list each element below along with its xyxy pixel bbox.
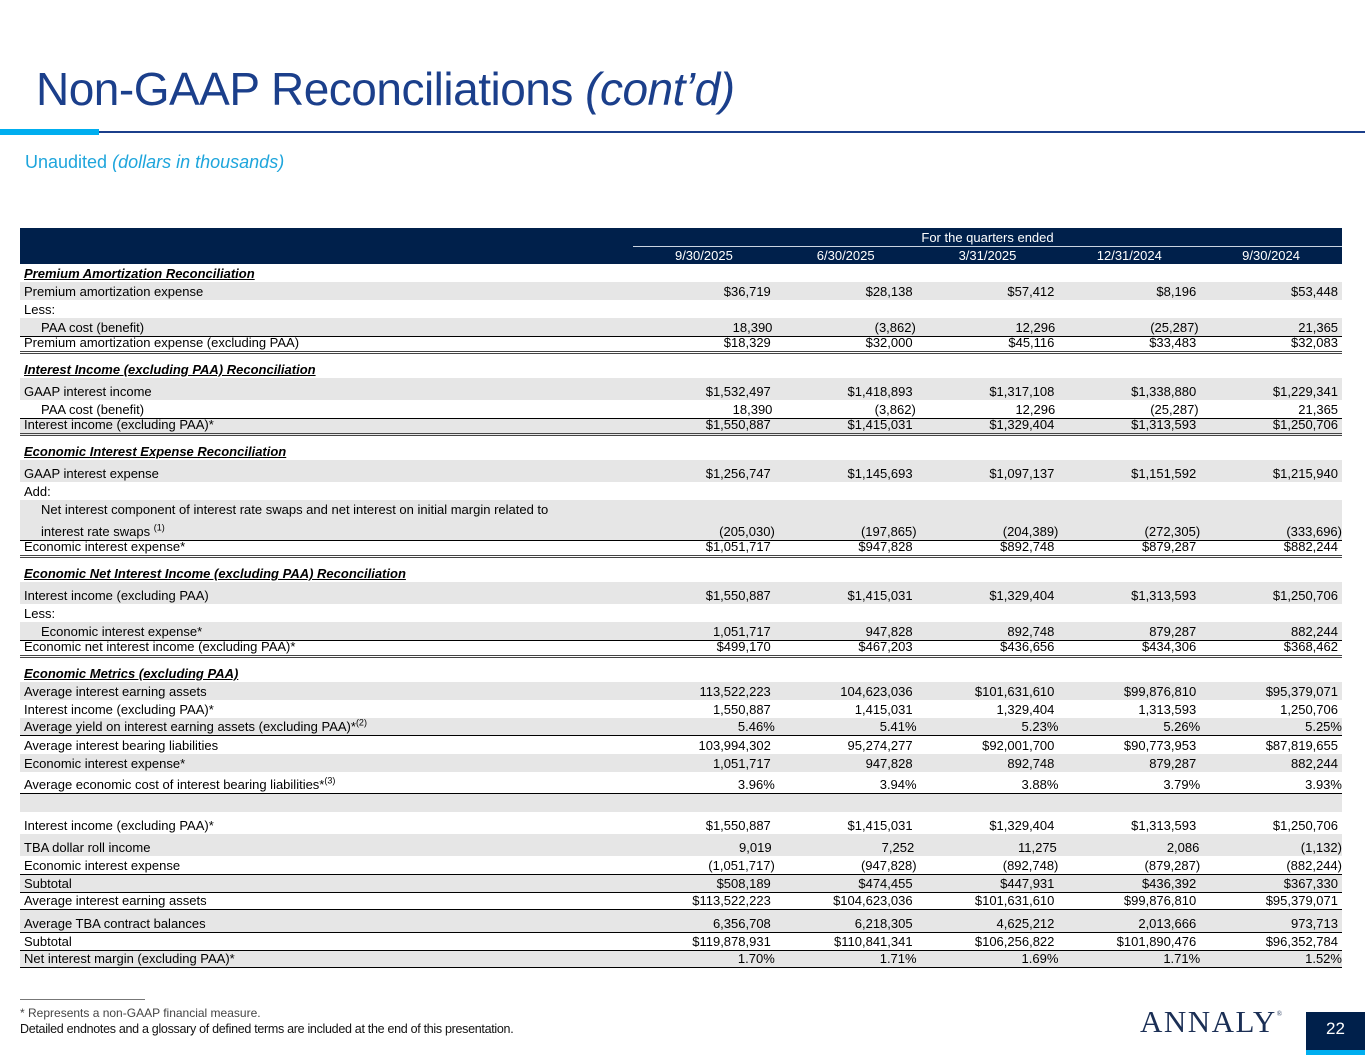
row-label-text: Interest income (excluding PAA)* [24,702,214,717]
cell-value: $1,250,706 [1272,818,1338,833]
footnote-endnotes: Detailed endnotes and a glossary of defined terms are included at the end of this presentation. [20,1022,514,1036]
table-row [20,812,1342,834]
row-label-text: Economic interest expense* [41,624,203,639]
cell-value: $1,313,593 [1131,417,1197,432]
cell-value: (892,748) [1002,858,1059,873]
title-divider [0,131,1365,133]
table-row [20,772,1342,794]
cell-value: $36,719 [723,284,771,299]
cell-value: $1,145,693 [847,466,913,481]
table-row [20,950,1342,968]
column-header: 9/30/2025 [674,248,733,263]
row-values [633,587,1342,604]
row-values [633,638,1342,655]
cell-value: $1,215,940 [1272,466,1338,481]
table-row [20,874,1342,892]
section-title [20,443,633,460]
row-label-text: GAAP interest income [24,384,152,399]
footnote-non-gaap: * Represents a non-GAAP financial measure. [20,1006,261,1020]
cell-value: $1,418,893 [847,384,913,399]
column-header: 12/31/2024 [1096,248,1162,263]
table-row [20,418,1342,436]
row-label-text: Interest Income (excluding PAA) Reconciliation [24,362,316,377]
row-label [20,950,633,967]
cell-value: $1,317,108 [989,384,1055,399]
cell-value: $101,631,610 [974,893,1055,908]
row-values [633,776,1342,793]
cell-value: 12,296 [1015,402,1056,417]
cell-value: (25,287) [1150,402,1199,417]
cell-value: (25,287) [1150,320,1199,335]
section-header-row [20,360,1342,378]
row-label [20,283,633,300]
row-values [633,718,1342,735]
cell-value: 1,415,031 [854,702,913,717]
row-label [20,301,633,318]
cell-value: 1.71% [1163,951,1201,966]
column-header: 3/31/2025 [958,248,1017,263]
cell-value: 1.69% [1021,951,1059,966]
cell-value: (3,862) [874,320,916,335]
cell-value: (205,030) [719,524,775,539]
table-row [20,300,1342,318]
row-label-text: Less: [24,302,56,317]
row-values [633,701,1342,718]
row-label-text: Net interest margin (excluding PAA)* [24,951,235,966]
cell-value: (204,389) [1002,524,1059,539]
cell-value: $1,329,404 [989,417,1055,432]
row-label-text: Average interest bearing liabilities [24,738,219,753]
cell-value: $101,631,610 [974,684,1055,699]
cell-value: $1,329,404 [989,818,1055,833]
cell-value: 3.94% [879,777,917,792]
row-label-text: Interest income (excluding PAA) [24,588,209,603]
table-row [20,460,1342,482]
cell-value: $1,415,031 [847,417,913,432]
cell-value: $1,550,887 [705,588,771,603]
cell-value: 1.70% [737,951,775,966]
cell-value: (947,828) [860,858,917,873]
row-label [20,587,633,604]
table-row [20,856,1342,874]
row-label-text: PAA cost (benefit) [41,320,145,335]
registered-mark: ® [1276,1010,1284,1018]
cell-value: $92,001,700 [982,738,1055,753]
table-row [20,682,1342,700]
page-number-badge [1306,1012,1365,1055]
cell-value: 879,287 [1149,624,1197,639]
row-label-text: TBA dollar roll income [24,840,151,855]
row-label-text: Average economic cost of interest bearing liabilities* [24,777,325,792]
row-label [20,892,633,909]
row-values [633,933,1342,950]
section-title [20,565,633,582]
row-label [20,933,633,950]
cell-value: (333,696) [1286,524,1342,539]
cell-value: (272,305) [1144,524,1201,539]
row-label [20,701,633,718]
table-row [20,794,1342,812]
page-title [36,62,735,116]
cell-value: $90,773,953 [1123,738,1197,753]
row-label [20,638,633,655]
row-values [633,283,1342,300]
cell-value: 5.23% [1021,719,1059,734]
row-label-text: Add: [24,484,51,499]
cell-value: 3.96% [737,777,775,792]
row-values [633,334,1342,351]
cell-value: 879,287 [1149,756,1197,771]
row-values [633,839,1342,856]
section-title [20,361,633,378]
cell-value: $882,244 [1283,539,1338,554]
cell-value: $879,287 [1141,539,1197,554]
row-label [20,839,633,856]
row-label [20,755,633,772]
cell-value: 12,296 [1015,320,1056,335]
cell-value: 1,329,404 [996,702,1055,717]
table-header [20,228,1342,264]
quarters-super-header: For the quarters ended [921,230,1054,245]
cell-value: $18,329 [723,335,771,350]
row-label-text: Interest income (excluding PAA)* [24,818,214,833]
cell-value: 6,218,305 [854,916,913,931]
cell-value: $113,522,223 [692,893,771,908]
table-row [20,482,1342,500]
cell-value: $368,462 [1283,639,1338,654]
page-subtitle [25,152,284,173]
row-label-text: PAA cost (benefit) [41,402,145,417]
row-values [633,875,1342,892]
cell-value: 1,051,717 [712,624,771,639]
column-headers [633,247,1342,264]
table-row [20,754,1342,772]
cell-value: 2,086 [1166,840,1200,855]
cell-value: (882,244) [1286,858,1342,873]
cell-value: 2,013,666 [1138,916,1197,931]
page-number: 22 [1326,1019,1345,1038]
table-row [20,640,1342,658]
cell-value: 882,244 [1290,624,1338,639]
row-label-text: Premium amortization expense (excluding PAA) [24,335,300,350]
row-label [20,737,633,754]
section-title [20,265,633,282]
page-title-italic: (cont’d) [585,63,735,115]
cell-value: $57,412 [1007,284,1055,299]
cell-value: $1,250,706 [1272,417,1338,432]
cell-value: $947,828 [858,539,913,554]
cell-value: $436,392 [1141,876,1197,891]
table-row [20,892,1342,910]
row-values [633,416,1342,433]
cell-value: $436,656 [1000,639,1055,654]
reconciliation-table [20,228,1342,968]
cell-value: 95,274,277 [847,738,913,753]
cell-value: 5.41% [879,719,917,734]
footnote-marker: (2) [355,717,367,728]
row-label [20,538,633,555]
cell-value: 3.79% [1163,777,1201,792]
column-header: 9/30/2024 [1242,248,1300,263]
table-row [20,582,1342,604]
row-label [20,875,633,892]
row-label-text: GAAP interest expense [24,466,159,481]
cell-value: 7,252 [881,840,915,855]
row-label-text: Economic interest expense* [24,539,186,554]
cell-value: 104,623,036 [840,684,913,699]
row-label [20,483,633,500]
table-row [20,910,1342,932]
footnote-marker: (3) [324,775,336,786]
cell-value: 1,250,706 [1280,702,1338,717]
cell-value: $1,550,887 [705,818,771,833]
row-label-text: Economic interest expense [24,858,181,873]
row-label-text: Interest income (excluding PAA)* [24,417,214,432]
row-label [20,683,633,700]
row-values [633,892,1342,909]
cell-value: $110,841,341 [834,934,913,949]
cell-value: 11,275 [1017,840,1057,855]
cell-value: 1.52% [1305,951,1342,966]
cell-value: $95,379,071 [1265,893,1338,908]
row-label-text: Average interest earning assets [24,893,207,908]
cell-value: 18,390 [732,402,773,417]
table-row [20,736,1342,754]
row-label-line1: Net interest component of interest rate swaps and net interest on initial margin related to [41,502,549,517]
cell-value: $1,229,341 [1272,384,1338,399]
cell-value: 1,051,717 [712,756,771,771]
row-values [633,683,1342,700]
row-values [633,817,1342,834]
row-label-text: Average interest earning assets [24,684,207,699]
cell-value: (3,862) [874,402,916,417]
cell-value: 892,748 [1007,756,1055,771]
cell-value: 5.25% [1305,719,1342,734]
table-row [20,932,1342,950]
cell-value: 9,019 [739,840,772,855]
cell-value: 113,522,223 [699,684,771,699]
cell-value: (879,287) [1144,858,1201,873]
cell-value: $106,256,822 [974,934,1055,949]
cell-value: 1.71% [879,951,917,966]
title-divider-accent [0,129,99,135]
cell-value: 3.93% [1305,777,1342,792]
cell-value: $499,170 [716,639,771,654]
cell-value: 21,365 [1298,320,1339,335]
cell-value: $53,448 [1290,284,1338,299]
row-values [633,755,1342,772]
row-values [633,465,1342,482]
section-header-row [20,264,1342,282]
row-values [633,538,1342,555]
cell-value: 18,390 [732,320,773,335]
row-label-text: Economic Interest Expense Reconciliation [24,444,287,459]
cell-value: (197,865) [860,524,917,539]
row-label-text: Subtotal [24,876,72,891]
cell-value: $1,313,593 [1131,588,1197,603]
section-header-row [20,664,1342,682]
cell-value: $1,338,880 [1131,384,1197,399]
cell-value: 882,244 [1290,756,1338,771]
cell-value: $1,329,404 [989,588,1055,603]
cell-value: 973,713 [1290,916,1338,931]
cell-value: $87,819,655 [1265,738,1338,753]
cell-value: $367,330 [1283,876,1338,891]
cell-value: (1,051,717) [708,858,775,873]
cell-value: $447,931 [1000,876,1055,891]
cell-value: $467,203 [858,639,913,654]
logo-text: ANNALY [1140,1004,1277,1039]
row-label-text: Average TBA contract balances [24,916,206,931]
section-header-row [20,564,1342,582]
row-label-text: Economic Net Interest Income (excluding PAA) Reconciliation [24,566,406,581]
row-label-text: Economic Metrics (excluding PAA) [24,666,239,681]
cell-value: 3.88% [1021,777,1059,792]
subtitle-italic: (dollars in thousands) [112,152,285,172]
row-label [20,500,633,540]
cell-value: 5.26% [1163,719,1201,734]
cell-value: 5.46% [737,719,775,734]
row-label [20,915,633,932]
column-header: 6/30/2025 [816,248,875,263]
cell-value: $434,306 [1141,639,1197,654]
row-label-text: Less: [24,606,56,621]
row-label-text: Economic interest expense* [24,756,186,771]
cell-value: $32,000 [865,335,913,350]
cell-value: $104,623,036 [833,893,913,908]
cell-value: $474,455 [858,876,913,891]
row-label [20,416,633,433]
cell-value: $33,483 [1149,335,1197,350]
cell-value: (1,132) [1300,840,1342,855]
cell-value: $45,116 [1008,335,1055,350]
row-label [20,465,633,482]
cell-value: 892,748 [1007,624,1055,639]
row-label [20,383,633,400]
cell-value: $1,151,592 [1131,466,1197,481]
row-label [20,718,633,735]
cell-value: 6,356,708 [712,916,771,931]
cell-value: 1,313,593 [1138,702,1197,717]
row-label-text: Economic net interest income (excluding PAA)* [24,639,296,654]
table-row [20,718,1342,736]
row-values [633,383,1342,400]
cell-value: 4,625,212 [996,916,1055,931]
footnote-marker: (1) [153,522,165,533]
cell-value: $1,313,593 [1131,818,1197,833]
row-values [633,857,1342,874]
row-values [633,950,1342,967]
subtitle-text: Unaudited [25,152,108,172]
cell-value: $95,379,071 [1265,684,1338,699]
cell-value: $8,196 [1156,284,1197,299]
row-label-text: interest rate swaps [41,524,151,539]
row-label [20,857,633,874]
annaly-logo [1140,1004,1284,1040]
cell-value: $32,083 [1290,335,1338,350]
row-label [20,334,633,351]
table-row [20,834,1342,856]
table-body [20,264,1342,968]
cell-value: $99,876,810 [1123,684,1197,699]
cell-value: 947,828 [865,624,913,639]
table-row [20,700,1342,718]
table-row [20,282,1342,300]
cell-value: $1,415,031 [847,818,913,833]
table-row [20,500,1342,540]
row-values [633,737,1342,754]
cell-value: 103,994,302 [698,738,771,753]
row-label [20,817,633,834]
cell-value: $28,138 [865,284,913,299]
cell-value: 1,550,887 [712,702,771,717]
cell-value: $1,550,887 [705,417,771,432]
page-title-text: Non-GAAP Reconciliations [36,63,573,115]
cell-value: 947,828 [865,756,913,771]
cell-value: $1,415,031 [847,588,913,603]
cell-value: $892,748 [1000,539,1055,554]
cell-value: 21,365 [1298,402,1339,417]
table-row [20,378,1342,400]
cell-value: $99,876,810 [1123,893,1197,908]
cell-value: $1,097,137 [989,466,1055,481]
cell-value: $1,250,706 [1272,588,1338,603]
footnote-divider [20,999,145,1000]
table-row [20,336,1342,354]
row-label-text: Premium Amortization Reconciliation [24,266,255,281]
row-label-text: Premium amortization expense [24,284,204,299]
cell-value: $508,189 [716,876,771,891]
row-label [20,605,633,622]
cell-value: $1,532,497 [705,384,771,399]
section-title [20,665,633,682]
cell-value: $96,352,784 [1265,934,1338,949]
table-row [20,540,1342,558]
cell-value: $119,878,931 [692,934,771,949]
section-header-row [20,442,1342,460]
cell-value: $101,890,476 [1116,934,1197,949]
cell-value: $1,256,747 [705,466,771,481]
row-label-text: Average yield on interest earning assets (excluding PAA)* [24,719,356,734]
row-label-text: Subtotal [24,934,72,949]
row-values [633,500,1342,540]
page-number-accent [1306,1050,1365,1055]
row-values [633,915,1342,932]
table-row [20,604,1342,622]
cell-value: $1,051,717 [705,539,771,554]
row-label [20,776,633,793]
